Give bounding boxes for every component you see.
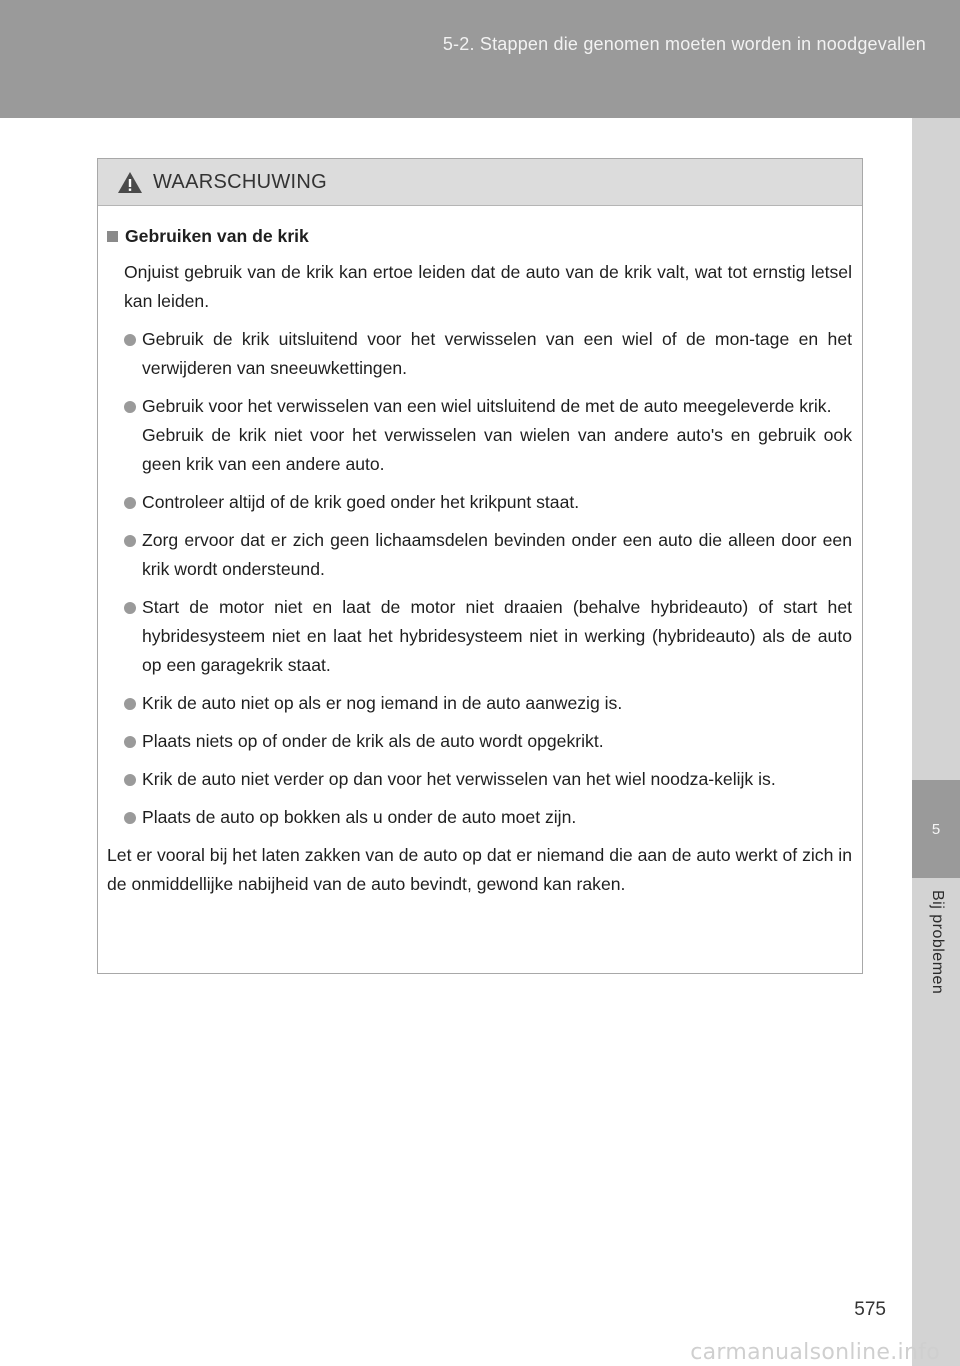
header-bar <box>0 0 960 118</box>
list-item: Krik de auto niet verder op dan voor het verwisselen van het wiel noodza-kelijk is. <box>124 765 852 794</box>
list-item: Controleer altijd of de krik goed onder het krikpunt staat. <box>124 488 852 517</box>
list-item: Krik de auto niet op als er nog iemand in de auto aanwezig is. <box>124 689 852 718</box>
list-item: Plaats de auto op bokken als u onder de auto moet zijn. <box>124 803 852 832</box>
chapter-label: Bij problemen <box>929 890 946 995</box>
warning-triangle-icon <box>117 171 143 194</box>
list-item-text-continued: Gebruik de krik niet voor het verwisselen van wielen van andere auto's en gebruik ook geen krik van een andere auto. <box>142 425 852 474</box>
bullet-dot-icon <box>124 497 136 509</box>
bullet-dot-icon <box>124 334 136 346</box>
bullet-dot-icon <box>124 602 136 614</box>
warning-body <box>98 206 862 899</box>
list-item: Plaats niets op of onder de krik als de auto wordt opgekrikt. <box>124 727 852 756</box>
section-heading-text: Gebruiken van de krik <box>125 226 309 246</box>
warning-header <box>98 159 862 206</box>
bullet-dot-icon <box>124 736 136 748</box>
bullet-dot-icon <box>124 774 136 786</box>
bullet-dot-icon <box>124 535 136 547</box>
list-item: Start de motor niet en laat de motor niet draaien (behalve hybrideauto) of start het hybridesysteem niet en laat het hybridesysteem niet in werking (hybrideauto) als de auto op een garagekrik staat. <box>124 593 852 680</box>
section-heading <box>107 222 852 251</box>
section-header-title: 5-2. Stappen die genomen moeten worden in noodgevallen <box>442 34 926 54</box>
chapter-side-tab <box>912 118 960 1366</box>
warning-title: WAARSCHUWING <box>153 170 327 193</box>
warning-box <box>97 158 863 974</box>
closing-paragraph: Let er vooral bij het laten zakken van de auto op dat er niemand die aan de auto werkt of zich in de onmiddellijke nabijheid van de auto bevindt, gewond kan raken. <box>107 845 852 894</box>
chapter-number: 5 <box>912 780 960 878</box>
list-item: Zorg ervoor dat er zich geen lichaamsdelen bevinden onder een auto die alleen door een krik wordt ondersteund. <box>124 526 852 584</box>
list-item-text: Gebruik voor het verwisselen van een wiel uitsluitend de met de auto meegeleverde krik. <box>142 396 832 416</box>
bullet-dot-icon <box>124 401 136 413</box>
list-item: Gebruik de krik uitsluitend voor het verwisselen van een wiel of de mon-tage en het verwijderen van sneeuwkettingen. <box>124 325 852 383</box>
page-number: 575 <box>854 1299 886 1320</box>
intro-paragraph: Onjuist gebruik van de krik kan ertoe leiden dat de auto van de krik valt, wat tot ernstig letsel kan leiden. <box>124 262 852 311</box>
bullet-dot-icon <box>124 812 136 824</box>
bullet-dot-icon <box>124 698 136 710</box>
square-bullet-icon <box>107 231 118 242</box>
watermark[interactable]: carmanualsonline.info <box>690 1340 940 1365</box>
list-item <box>124 392 852 479</box>
